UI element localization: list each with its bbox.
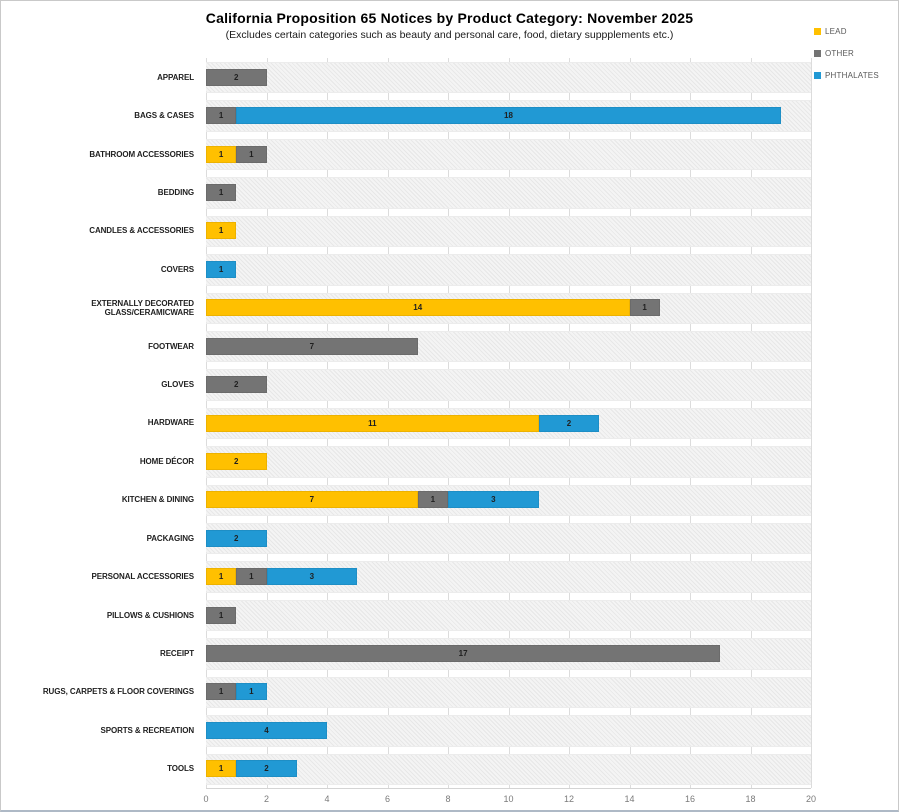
legend-label: LEAD (825, 27, 847, 36)
category-label: TOOLS (167, 764, 194, 774)
category-label: PILLOWS & CUSHIONS (106, 610, 194, 620)
lead-swatch-icon (814, 28, 821, 35)
row-band (206, 446, 811, 477)
row-band (206, 369, 811, 400)
bar-segment-lead (206, 760, 236, 777)
bar-segment-other (206, 645, 720, 662)
bar-value-label: 1 (218, 610, 224, 620)
row-band (206, 62, 811, 93)
bar-home-d-cor (206, 453, 267, 470)
bar-segment-lead (206, 299, 630, 316)
legend-item-phthalates (814, 71, 879, 80)
bar-value-label: 1 (218, 187, 224, 197)
bar-value-label: 2 (264, 764, 269, 774)
bar-value-label: 1 (218, 572, 224, 582)
bar-value-label: 1 (218, 111, 224, 121)
bar-segment-lead (206, 222, 236, 239)
legend-item-other (814, 49, 879, 58)
bar-segment-lead (206, 568, 236, 585)
chart-title: California Proposition 65 Notices by Product Category: November 2025 (205, 10, 694, 26)
bar-segment-lead (206, 453, 267, 470)
category-label: BATHROOM ACCESSORIES (89, 149, 194, 159)
bar-kitchen-dining (206, 491, 539, 508)
bar-value-label: 2 (234, 380, 239, 390)
x-tick-label: 6 (384, 794, 390, 804)
category-label: FOOTWEAR (148, 341, 194, 351)
row-band (206, 177, 811, 208)
bar-segment-lead (206, 491, 418, 508)
bar-value-label: 2 (234, 72, 239, 82)
bar-segment-lead (206, 415, 539, 432)
bar-segment-other (236, 146, 266, 163)
category-label: HOME DÉCOR (139, 456, 194, 466)
bar-bags-cases (206, 107, 781, 124)
x-tick-label: 12 (563, 794, 574, 804)
x-tick-label: 10 (503, 794, 514, 804)
x-tick-label: 18 (745, 794, 756, 804)
x-axis-line (206, 788, 811, 789)
x-tick-label: 20 (805, 794, 816, 804)
bar-apparel (206, 69, 267, 86)
bar-segment-other (206, 184, 236, 201)
row-band (206, 600, 811, 631)
bar-footwear (206, 338, 418, 355)
bar-tools (206, 760, 297, 777)
bar-receipt (206, 645, 720, 662)
bar-segment-lead (206, 146, 236, 163)
bar-value-label: 1 (218, 149, 224, 159)
bar-value-label: 1 (249, 572, 254, 582)
row-band (206, 139, 811, 170)
chart-subtitle: (Excludes certain categories such as beauty and personal care, food, dietary suppplements etc.) (225, 29, 674, 41)
phthalates-swatch-icon (814, 72, 821, 79)
bar-bedding (206, 184, 236, 201)
bar-segment-phthalates (206, 722, 327, 739)
bar-segment-phthalates (206, 261, 236, 278)
category-label: COVERS (160, 264, 194, 274)
x-tick-label: 8 (445, 794, 451, 804)
legend-label: PHTHALATES (825, 71, 879, 80)
bar-value-label: 2 (234, 456, 239, 466)
bar-rugs-carpets-floor-coverings (206, 683, 267, 700)
legend (814, 27, 879, 80)
bar-packaging (206, 530, 267, 547)
bar-value-label: 14 (413, 303, 423, 313)
category-label: SPORTS & RECREATION (100, 725, 194, 735)
bar-value-label: 1 (218, 764, 224, 774)
bar-value-label: 1 (218, 264, 224, 274)
bar-value-label: 3 (309, 572, 315, 582)
category-label: CANDLES & ACCESSORIES (89, 226, 194, 236)
bar-personal-accessories (206, 568, 357, 585)
legend-label: OTHER (825, 49, 854, 58)
bar-pillows-cushions (206, 607, 236, 624)
row-band (206, 216, 811, 247)
bar-value-label: 4 (264, 725, 269, 735)
x-tick-label: 4 (324, 794, 330, 804)
bar-segment-phthalates (448, 491, 539, 508)
bar-segment-phthalates (267, 568, 358, 585)
other-swatch-icon (814, 50, 821, 57)
category-label: PERSONAL ACCESSORIES (91, 572, 194, 582)
category-label: BEDDING (157, 187, 194, 197)
row-band (206, 754, 811, 785)
bar-segment-phthalates (236, 683, 266, 700)
gridline-x-20 (811, 58, 812, 788)
bar-value-label: 1 (249, 149, 254, 159)
bar-segment-phthalates (236, 760, 297, 777)
bar-segment-phthalates (236, 107, 781, 124)
x-tick-label: 14 (624, 794, 635, 804)
bar-value-label: 11 (368, 418, 377, 428)
row-band (206, 523, 811, 554)
bar-hardware (206, 415, 599, 432)
bar-bathroom-accessories (206, 146, 267, 163)
bar-value-label: 17 (458, 649, 468, 659)
bar-segment-other (206, 338, 418, 355)
bar-value-label: 2 (234, 533, 239, 543)
bar-segment-other (206, 107, 236, 124)
bar-segment-other (236, 568, 266, 585)
category-label: EXTERNALLY DECORATED GLASS/CERAMICWARE (91, 298, 194, 317)
bar-value-label: 1 (218, 687, 224, 697)
row-band (206, 677, 811, 708)
bar-segment-other (206, 376, 267, 393)
bar-value-label: 18 (504, 111, 513, 121)
bar-candles-accessories (206, 222, 236, 239)
bar-value-label: 7 (309, 495, 315, 505)
bar-value-label: 1 (249, 687, 254, 697)
category-label: GLOVES (161, 380, 194, 390)
x-tick-label: 2 (263, 794, 269, 804)
bar-value-label: 2 (566, 418, 572, 428)
bar-externally-decorated-glass-ceramicware (206, 299, 660, 316)
category-label: RUGS, CARPETS & FLOOR COVERINGS (42, 687, 194, 697)
bar-value-label: 1 (642, 303, 647, 313)
bar-value-label: 1 (218, 226, 224, 236)
bar-value-label: 1 (430, 495, 436, 505)
x-tick-label: 16 (684, 794, 695, 804)
category-label: APPAREL (157, 72, 194, 82)
bar-gloves (206, 376, 267, 393)
category-label: PACKAGING (146, 533, 194, 543)
bar-segment-phthalates (539, 415, 600, 432)
bar-sports-recreation (206, 722, 327, 739)
bar-value-label: 3 (491, 495, 496, 505)
bar-segment-other (206, 69, 267, 86)
bar-segment-other (206, 683, 236, 700)
bar-segment-other (418, 491, 448, 508)
category-label: BAGS & CASES (134, 111, 194, 121)
bar-value-label: 7 (309, 341, 315, 351)
category-label: RECEIPT (160, 649, 194, 659)
category-label: HARDWARE (147, 418, 194, 428)
legend-item-lead (814, 27, 879, 36)
bar-segment-other (206, 607, 236, 624)
x-tick-label: 0 (203, 794, 209, 804)
category-label: KITCHEN & DINING (121, 495, 194, 505)
bar-segment-phthalates (206, 530, 267, 547)
bar-covers (206, 261, 236, 278)
row-band (206, 254, 811, 285)
bar-segment-other (630, 299, 660, 316)
